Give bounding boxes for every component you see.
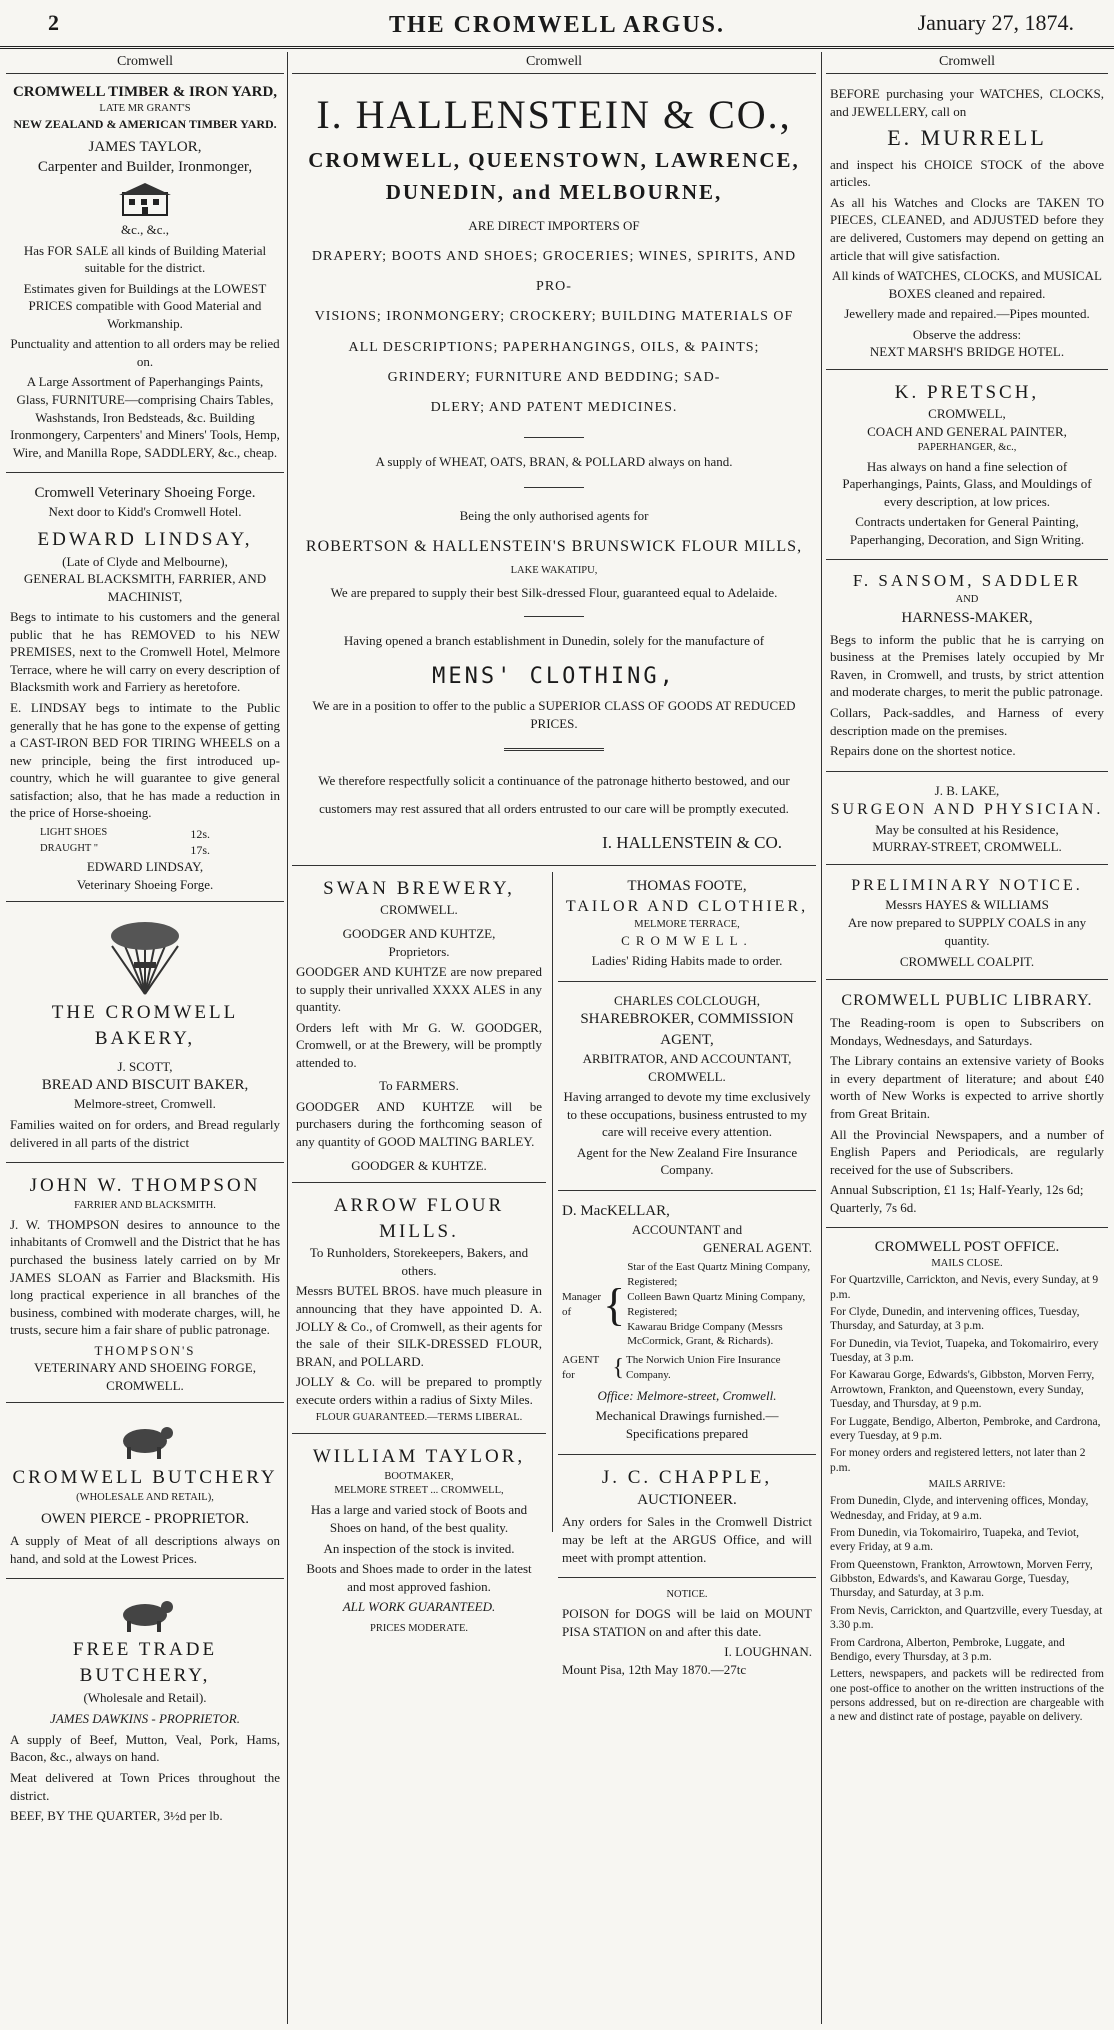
mail-schedule-item: For money orders and registered letters, not later than 2 p.m. bbox=[830, 1447, 1086, 1474]
ad-text: Melmore-street, Cromwell. bbox=[74, 1096, 216, 1112]
timber-yard-ad bbox=[6, 78, 284, 473]
ad-heading: K. PRETSCH, bbox=[894, 381, 1040, 403]
ad-text: ARE DIRECT IMPORTERS OF bbox=[468, 217, 640, 233]
colclough-ad bbox=[558, 988, 816, 1191]
house-illustration bbox=[115, 181, 175, 217]
ad-subheading: To FARMERS. bbox=[379, 1078, 459, 1094]
ad-text: POISON for DOGS will be laid on MOUNT PISA STATION on and after this date. bbox=[562, 1606, 812, 1639]
ad-text: MURRAY-STREET, CROMWELL. bbox=[872, 839, 1062, 855]
ad-text: The Reading-room is open to Subscribers on Mondays, Wednesdays, and Saturdays. bbox=[830, 1015, 1104, 1048]
ad-name: EDWARD LINDSAY, bbox=[37, 529, 253, 551]
ad-text: An inspection of the stock is invited. bbox=[323, 1540, 515, 1556]
ad-text: AND bbox=[955, 594, 979, 606]
ad-trade: GENERAL AGENT. bbox=[702, 1239, 812, 1255]
preliminary-notice-ad bbox=[826, 871, 1108, 980]
murrell-ad bbox=[826, 78, 1108, 370]
ad-text: Has always on hand a fine selection of Paperhangings, Paints, Glass, and Mouldings of every description, at low prices. bbox=[842, 458, 1092, 509]
ad-subheading: (Wholesale and Retail). bbox=[83, 1689, 207, 1705]
free-trade-butchery-ad bbox=[6, 1585, 284, 1835]
ad-text: Observe the address: bbox=[912, 326, 1022, 342]
ad-label: Manager of bbox=[562, 1290, 602, 1318]
goods-line: DRAPERY; BOOTS AND SHOES; GROCERIES; WINES, SPIRITS, AND PRO- bbox=[311, 249, 797, 295]
mail-schedule-item: From Cardrona, Alberton, Pembroke, Luggate, and Bendigo, every Thursday, at 3 p.m. bbox=[830, 1636, 1065, 1663]
issue-date: January 27, 1874. bbox=[917, 10, 1074, 35]
column-rule bbox=[552, 872, 553, 1532]
ad-text: Jewellery made and repaired.—Pipes mounted. bbox=[844, 306, 1090, 322]
ad-heading: SURGEON AND PHYSICIAN. bbox=[830, 801, 1104, 819]
ad-name: J. SCOTT, bbox=[117, 1058, 173, 1074]
ad-subheading: NEW ZEALAND & AMERICAN TIMBER YARD. bbox=[13, 117, 277, 132]
masthead bbox=[0, 0, 1114, 49]
ad-text: MELMORE STREET ... CROMWELL, bbox=[334, 1485, 504, 1497]
bakery-ad bbox=[6, 908, 284, 1163]
ad-text: We therefore respectfully solicit a continuance of the patronage hitherto bestowed, and our customers may rest assured that all orders entrusted to our care will be promptly executed. bbox=[318, 773, 790, 816]
ox-illustration bbox=[115, 1417, 175, 1461]
ad-text: Next door to Kidd's Cromwell Hotel. bbox=[48, 504, 242, 520]
ad-text: Orders left with Mr G. W. GOODGER, Cromwell, or at the Brewery, will be promptly attended to. bbox=[296, 1019, 542, 1070]
ad-name: CHARLES COLCLOUGH, bbox=[614, 992, 760, 1008]
ad-signature: GOODGER & KUHTZE. bbox=[351, 1157, 487, 1173]
goods-line: GRINDERY; FURNITURE AND BEDDING; SAD- bbox=[387, 369, 721, 385]
swan-brewery-ad bbox=[292, 872, 546, 1183]
ad-subheading: LATE MR GRANT'S bbox=[99, 103, 191, 115]
list-item: Kawarau Bridge Company (Messrs McCormick, Grant, & Richards). bbox=[627, 1320, 783, 1348]
column-left bbox=[6, 52, 284, 1842]
ad-signature: CROMWELL COALPIT. bbox=[899, 954, 1035, 970]
ad-text: &c., &c., bbox=[120, 222, 169, 238]
ad-heading: THE CROMWELL BAKERY, bbox=[51, 1002, 239, 1049]
ad-text: Are now prepared to SUPPLY COALS in any quantity. bbox=[847, 915, 1087, 948]
ad-text: J. W. THOMPSON desires to announce to the inhabitants of Cromwell and the District that he has purchased the business lately carried on by Mr JAMES SLOAN as Farrier and Blacksmith. His long practical experience in all branches of the business, combined with moderate charges, will, he trusts, secure him a fair share of public patronage. bbox=[10, 1216, 280, 1338]
ad-subheading: CROMWELL, QUEENSTOWN, LAWRENCE, bbox=[308, 148, 800, 172]
mail-schedule-item: From Dunedin, Clyde, and intervening offices, Monday, Wednesday, and Friday, at 9 a.m. bbox=[830, 1495, 1089, 1522]
chapple-ad bbox=[558, 1461, 816, 1579]
ad-trade: FARRIER AND BLACKSMITH. bbox=[74, 1199, 216, 1211]
ad-trade: HARNESS-MAKER, bbox=[901, 609, 1033, 626]
list-item: Star of the East Quartz Mining Company, Registered; bbox=[627, 1261, 811, 1288]
ad-text: THOMPSON'S bbox=[94, 1342, 196, 1358]
pretsch-ad bbox=[826, 376, 1108, 561]
ad-name: D. MacKELLAR, bbox=[562, 1202, 670, 1219]
goods-line: VISIONS; IRONMONGERY; CROCKERY; BUILDING MATERIALS OF bbox=[314, 309, 794, 325]
ad-text: GOODGER AND KUHTZE are now prepared to supply their unrivalled XXXX ALES in any quantity. bbox=[296, 964, 542, 1015]
ad-text: As all his Watches and Clocks are TAKEN TO PIECES, CLEANED, and ADJUSTED before they are delivered, Customers may depend on getting an article that will give satisfaction. bbox=[830, 194, 1104, 263]
column-header: Cromwell bbox=[292, 52, 816, 74]
mail-schedule-item: From Nevis, Carrickton, and Quartzville, every Tuesday, at 3.30 p.m. bbox=[830, 1604, 1103, 1632]
ad-text: Having arranged to devote my time exclusively to these occupations, business entrusted to my care will receive every attention. bbox=[563, 1089, 811, 1140]
ad-trade: GENERAL BLACKSMITH, FARRIER, AND MACHINIST, bbox=[23, 571, 267, 604]
arrow-flour-mills-ad bbox=[292, 1189, 546, 1434]
ad-heading: J. C. CHAPPLE, bbox=[601, 1466, 773, 1488]
goods-line: DLERY; AND PATENT MEDICINES. bbox=[430, 399, 678, 415]
list-item: Colleen Bawn Quartz Mining Company, Registered; bbox=[627, 1290, 806, 1318]
ad-label: AGENT for bbox=[562, 1354, 600, 1382]
lake-ad bbox=[826, 778, 1108, 865]
ad-text: Proprietors. bbox=[388, 943, 450, 959]
ad-subheading: To Runholders, Storekeepers, Bakers, and others. bbox=[309, 1245, 529, 1278]
mail-schedule-item: For Clyde, Dunedin, and intervening offices, Tuesday, Thursday, and Saturday, at 3 p.m. bbox=[830, 1305, 1080, 1333]
ad-trade: COACH AND GENERAL PAINTER, bbox=[867, 423, 1067, 439]
ad-text: Has a large and varied stock of Boots and Shoes on hand, of the best quality. bbox=[310, 1502, 528, 1536]
ad-text: Repairs done on the shortest notice. bbox=[830, 743, 1016, 759]
ad-text: Estimates given for Buildings at the LOWEST PRICES compatible with Good Material and Workmanship. bbox=[23, 280, 267, 331]
ad-heading: TAILOR AND CLOTHIER, bbox=[565, 898, 809, 916]
ad-trade: BREAD AND BISCUIT BAKER, bbox=[41, 1077, 249, 1094]
mail-schedule-item: For Quartzville, Carrickton, and Nevis, every Sunday, at 9 p.m. bbox=[830, 1274, 1099, 1301]
thomas-foote-ad bbox=[558, 872, 816, 982]
ad-heading: NOTICE. bbox=[666, 1589, 708, 1601]
ad-signature: EDWARD LINDSAY, bbox=[86, 859, 204, 875]
public-library-ad bbox=[826, 986, 1108, 1229]
ad-name: JAMES TAYLOR, bbox=[88, 138, 202, 155]
ad-text: A supply of Meat of all descriptions always on hand, and sold at the Lowest Prices. bbox=[10, 1533, 280, 1566]
ad-text: Office: Melmore-street, Cromwell. bbox=[597, 1387, 777, 1403]
column-header: Cromwell bbox=[826, 52, 1108, 74]
ad-signature: I. HALLENSTEIN & CO. bbox=[602, 832, 782, 852]
ad-heading: ARROW FLOUR MILLS. bbox=[333, 1195, 505, 1242]
ad-trade: Carpenter and Builder, Ironmonger, bbox=[37, 158, 253, 175]
lower-ads-left bbox=[292, 872, 546, 1650]
ad-heading: WILLIAM TAYLOR, bbox=[312, 1446, 526, 1468]
ad-text: Punctuality and attention to all orders may be relied on. bbox=[10, 336, 280, 369]
ad-name: J. B. LAKE, bbox=[934, 782, 1000, 798]
ad-heading: CROMWELL PUBLIC LIBRARY. bbox=[841, 991, 1093, 1009]
ad-text: Agent for the New Zealand Fire Insurance Company. bbox=[576, 1144, 798, 1178]
ad-text: CROMWELL. bbox=[106, 1377, 184, 1393]
ad-trade: PAPERHANGER, &c., bbox=[917, 441, 1017, 453]
ad-text: All kinds of WATCHES, CLOCKS, and MUSICAL BOXES cleaned and repaired. bbox=[832, 268, 1102, 301]
hallenstein-ad bbox=[292, 78, 816, 866]
lower-ads bbox=[292, 872, 816, 1677]
divider bbox=[504, 748, 604, 751]
ad-subheading: MAILS CLOSE. bbox=[931, 1258, 1003, 1269]
list-item: The Norwich Union Fire Insurance Company. bbox=[625, 1354, 781, 1382]
ad-text: LAKE WAKATIPU, bbox=[510, 564, 598, 576]
ad-heading: I. HALLENSTEIN & CO., bbox=[316, 92, 792, 137]
column-header: Cromwell bbox=[6, 52, 284, 74]
ad-text: Letters, newspapers, and packets will be redirected from one post-office to another on the written instructions of the persons addressed, but on re-direction are chargeable with a new and distinct rate of postage, payable on delivery. bbox=[830, 1668, 1104, 1724]
ad-text: Boots and Shoes made to order in the latest and most approved fashion. bbox=[306, 1561, 532, 1594]
newspaper-title: THE CROMWELL ARGUS. bbox=[388, 12, 726, 38]
ad-text: BEEF, BY THE QUARTER, 3½d per lb. bbox=[10, 1808, 223, 1824]
ox-illustration bbox=[115, 1593, 175, 1633]
ad-text: Contracts undertaken for General Painting, Paperhanging, Decoration, and Sign Writing. bbox=[849, 514, 1085, 547]
ad-text: (Late of Clyde and Melbourne), bbox=[62, 553, 228, 569]
ad-text: Ladies' Riding Habits made to order. bbox=[591, 953, 783, 969]
ad-text: We are in a position to offer to the public a SUPERIOR CLASS OF GOODS AT REDUCED PRICES. bbox=[312, 698, 796, 731]
ad-text: GOODGER AND KUHTZE will be purchasers during the forthcoming season of any quantity of GOOD MALTING BARLEY. bbox=[296, 1098, 542, 1150]
ad-subheading: MENS' CLOTHING, bbox=[432, 663, 676, 689]
ad-text: NEXT MARSH'S BRIDGE HOTEL. bbox=[869, 344, 1065, 360]
ad-text: Mechanical Drawings furnished.—Specifications prepared bbox=[595, 1408, 779, 1441]
price-label: DRAUGHT " bbox=[40, 843, 99, 855]
mail-schedule-item: For Luggate, Bendigo, Alberton, Pembroke, and Cardrona, every Tuesday, at 9 p.m. bbox=[830, 1415, 1101, 1442]
ad-text: A Large Assortment of Paperhangings Paints, Glass, FURNITURE—comprising Chairs Tables, Washstands, Iron Bedsteads, &c. Building Ironmongery, Carpenters' and Miners' Tools, Hemp, Wire, and Manilla Rope, SADDLERY, &c., cheap. bbox=[10, 374, 280, 460]
ad-heading: JOHN W. THOMPSON bbox=[29, 1175, 261, 1197]
ad-text: Begs to intimate to his customers and the general public that he has REMOVED to his NEW PREMISES, next to the Cromwell Hotel, Melmore Terrace, where he will carry on every description of Blacksmith work and Farriery as heretofore. bbox=[10, 609, 280, 695]
ad-heading: PRELIMINARY NOTICE. bbox=[851, 876, 1083, 894]
ad-text: Messrs BUTEL BROS. have much pleasure in announcing that they have appointed D. A. JOLLY & Co., of Cromwell, as their agents for the sale of their SILK-DRESSED FLOUR, BRAN, and POLLARD. bbox=[296, 1283, 542, 1369]
william-taylor-ad bbox=[292, 1440, 546, 1643]
ad-subheading: CROMWELL. bbox=[380, 902, 458, 918]
brace-glyph: { bbox=[612, 1355, 624, 1382]
goods-line: ALL DESCRIPTIONS; PAPERHANGINGS, OILS, & PAINTS; bbox=[348, 339, 760, 355]
column-rule bbox=[821, 52, 822, 2024]
ad-trade: ARBITRATOR, AND ACCOUNTANT, bbox=[582, 1050, 792, 1066]
page-number: 2 bbox=[48, 10, 59, 35]
ad-text: Families waited on for orders, and Bread regularly delivered in all parts of the district bbox=[10, 1116, 280, 1150]
ad-text: All the Provincial Newspapers, and a number of English Papers and Periodicals, are regularly received for the use of Subscribers. bbox=[830, 1126, 1104, 1177]
ad-text: Meat delivered at Town Prices throughout the district. bbox=[10, 1769, 280, 1803]
ad-name: OWEN PIERCE - PROPRIETOR. bbox=[40, 1511, 250, 1528]
ad-text: Mount Pisa, 12th May 1870.—27tc bbox=[562, 1661, 747, 1677]
ad-text: Having opened a branch establishment in Dunedin, solely for the manufacture of bbox=[343, 632, 765, 648]
ad-text: A supply of Beef, Mutton, Veal, Pork, Hams, Bacon, &c., always on hand. bbox=[10, 1731, 280, 1765]
ad-signature: I. LOUGHNAN. bbox=[724, 1644, 812, 1660]
ad-text: E. LINDSAY begs to intimate to the Public generally that he has gone to the expense of getting a CAST-IRON BED FOR TIRING WHEELS on a new principle, being the first introduced up-country, which he will guarantee to give general satisfaction; also, that he has made a reduction in the price of Horse-shoeing. bbox=[10, 700, 280, 821]
ad-subheading: DUNEDIN, and MELBOURNE, bbox=[385, 180, 723, 205]
ad-heading: SHAREBROKER, COMMISSION AGENT, bbox=[580, 1011, 794, 1048]
ad-text: Being the only authorised agents for bbox=[459, 507, 649, 523]
manager-list bbox=[562, 1260, 812, 1349]
cromwell-butchery-ad bbox=[6, 1409, 284, 1579]
ad-signature: Veterinary Shoeing Forge. bbox=[76, 876, 214, 892]
ad-text: The Library contains an extensive variety of Books in every department of literature; and about £40 worth of New Works is expected to arrive shortly from Great Britain. bbox=[830, 1053, 1104, 1121]
ad-heading: Cromwell Veterinary Shoeing Forge. bbox=[34, 485, 256, 502]
ad-text: Collars, Pack-saddles, and Harness of every description made on the premises. bbox=[830, 704, 1104, 738]
ad-trade: ACCOUNTANT and bbox=[631, 1222, 743, 1238]
ad-text: BEFORE purchasing your WATCHES, CLOCKS, and JEWELLERY, call on bbox=[830, 86, 1104, 119]
ad-text: Has FOR SALE all kinds of Building Material suitable for the district. bbox=[23, 242, 267, 276]
ad-trade: AUCTIONEER. bbox=[637, 1492, 737, 1509]
mail-schedule-item: For Dunedin, via Teviot, Tuapeka, and Tokomairiro, every Tuesday, at 3 p.m. bbox=[830, 1337, 1099, 1364]
ad-name: JAMES DAWKINS - PROPRIETOR. bbox=[50, 1711, 240, 1727]
divider bbox=[524, 437, 584, 438]
ad-heading: CROMWELL POST OFFICE. bbox=[874, 1239, 1060, 1256]
ad-text: May be consulted at his Residence, bbox=[875, 821, 1059, 837]
ad-name: E. MURRELL bbox=[887, 125, 1047, 151]
ad-heading: CROMWELL TIMBER & IRON YARD, bbox=[12, 84, 278, 100]
agent-list bbox=[562, 1353, 812, 1383]
column-rule bbox=[287, 52, 288, 2024]
post-office-ad bbox=[826, 1234, 1108, 1736]
veterinary-forge-ad bbox=[6, 479, 284, 902]
ad-text: JOLLY & Co. will be prepared to promptly execute orders within a radius of Sixty Miles. bbox=[296, 1374, 542, 1407]
ad-text: ALL WORK GUARANTEED. bbox=[342, 1599, 496, 1615]
ad-text: Annual Subscription, £1 1s; Half-Yearly, 12s 6d; Quarterly, 7s 6d. bbox=[830, 1182, 1084, 1215]
mackellar-ad bbox=[558, 1197, 816, 1455]
ad-heading: SWAN BREWERY, bbox=[323, 877, 515, 899]
ad-text: CROMWELL, bbox=[928, 406, 1006, 422]
ad-text: VETERINARY AND SHOEING FORGE, bbox=[34, 1360, 256, 1376]
ad-text: FLOUR GUARANTEED.—TERMS LIBERAL. bbox=[315, 1412, 523, 1424]
ad-text: CROMWELL. bbox=[648, 1068, 726, 1084]
ad-name: GOODGER AND KUHTZE, bbox=[342, 926, 496, 941]
ad-subheading: MAILS ARRIVE: bbox=[928, 1479, 1006, 1490]
goods-list bbox=[296, 242, 812, 423]
brace-glyph: { bbox=[603, 1278, 626, 1330]
sansom-ad bbox=[826, 566, 1108, 771]
ad-text: Begs to inform the public that he is carrying on business at the Premises lately occupied by Mr Raven, in Cromwell, and trusts, by strict attention and moderate charges, to merit the public patronage. bbox=[830, 631, 1104, 700]
ad-text: PRICES MODERATE. bbox=[369, 1622, 468, 1634]
ad-heading: F. SANSOM, SADDLER bbox=[852, 571, 1082, 591]
ad-heading: CROMWELL BUTCHERY bbox=[12, 1467, 278, 1489]
divider bbox=[524, 616, 584, 617]
thompson-ad bbox=[6, 1169, 284, 1403]
price-value: 12s. bbox=[190, 826, 210, 841]
ad-trade: BOOTMAKER, bbox=[384, 1471, 454, 1483]
price-value: 17s. bbox=[190, 843, 210, 858]
ad-text: Messrs HAYES & WILLIAMS bbox=[885, 897, 1049, 913]
ad-text: Any orders for Sales in the Cromwell District may be left at the ARGUS Office, and will meet with prompt attention. bbox=[562, 1514, 812, 1565]
ad-name: THOMAS FOOTE, bbox=[627, 877, 747, 894]
column-right bbox=[826, 52, 1108, 1742]
ad-text: CROMWELL. bbox=[621, 932, 753, 948]
lower-ads-right bbox=[558, 872, 816, 1693]
ad-subheading: (WHOLESALE AND RETAIL), bbox=[76, 1491, 214, 1503]
divider bbox=[524, 487, 584, 488]
column-center bbox=[292, 52, 816, 1677]
ad-heading: FREE TRADE BUTCHERY, bbox=[72, 1639, 218, 1687]
poison-notice-ad bbox=[558, 1584, 816, 1686]
ad-text: MELMORE TERRACE, bbox=[634, 918, 740, 930]
mail-schedule-item: From Queenstown, Frankton, Arrowtown, Morven Ferry, Gibbston, Edwards's, and Kawarau Gorge, Tuesday, Thursday, and Saturday, at 3 p.m. bbox=[830, 1558, 1093, 1600]
ad-subheading: ROBERTSON & HALLENSTEIN'S BRUNSWICK FLOUR MILLS, bbox=[305, 538, 803, 556]
mail-schedule-item: From Dunedin, via Tokomairiro, Tuapeka, and Teviot, every Friday, at 9 a.m. bbox=[830, 1526, 1080, 1554]
ad-text: and inspect his CHOICE STOCK of the above articles. bbox=[830, 156, 1104, 190]
ad-text: We are prepared to supply their best Silk-dressed Flour, guaranteed equal to Adelaide. bbox=[330, 585, 778, 601]
price-label: LIGHT SHOES bbox=[40, 826, 108, 838]
mail-schedule-item: For Kawarau Gorge, Edwards's, Gibbston, Morven Ferry, Arrowtown, Frankton, and Queenstown, every Sunday, Tuesday, and Thursday, at 9 p.m. bbox=[830, 1369, 1095, 1411]
ad-text: A supply of WHEAT, OATS, BRAN, & POLLARD always on hand. bbox=[375, 453, 733, 469]
wheat-sheaf-illustration bbox=[100, 916, 190, 996]
